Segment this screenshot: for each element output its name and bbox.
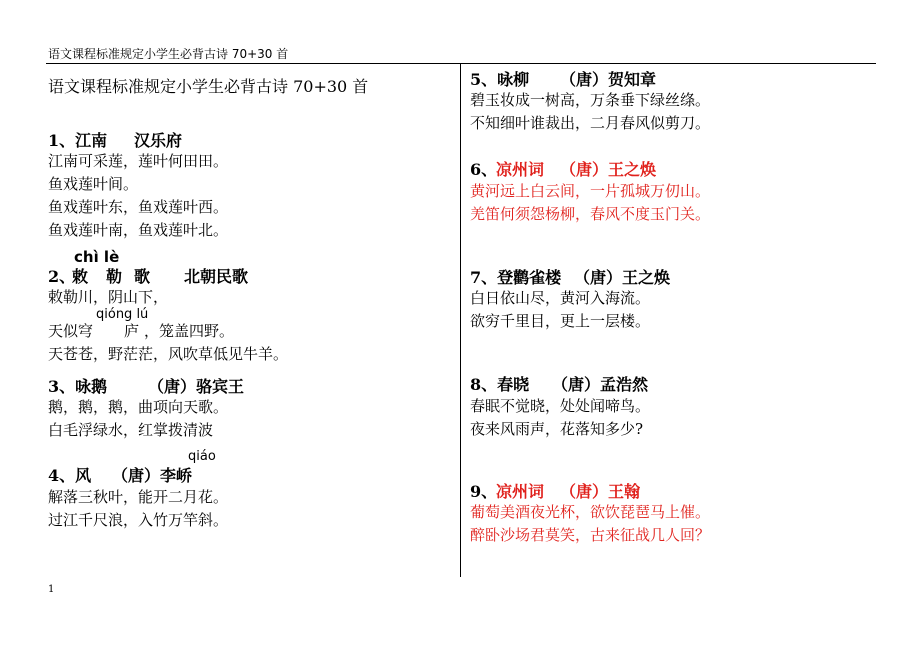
poem-3-line: 鹅，鹅，鹅，曲项向天歌。 <box>48 398 229 416</box>
poem-5-line: 不知细叶谁裁出，二月春风似剪刀。 <box>470 114 711 132</box>
poem-8-line: 夜来风雨声，花落知多少? <box>470 420 644 438</box>
header-rule <box>46 63 876 64</box>
poem-4-title: 4、风 <box>48 466 92 485</box>
poem-6-number: 6、 <box>470 160 498 179</box>
poem-1-author: 汉乐府 <box>134 131 183 150</box>
poem-2-line: 敕勒川，阴山下， <box>48 288 169 306</box>
poem-9-title: 凉州词 <box>496 482 545 501</box>
poem-1-line: 鱼戏莲叶间。 <box>48 175 139 193</box>
poem-5-dynasty: （唐）贺知章 <box>560 70 657 89</box>
poem-2-pinyin-annotation: qióng lú <box>96 307 149 322</box>
page-header: 语文课程标准规定小学生必背古诗 70+30 首 <box>48 47 289 61</box>
column-divider <box>460 63 461 577</box>
poem-9-line: 醉卧沙场君莫笑，古来征战几人回？ <box>470 526 711 544</box>
poem-2-line: 天似穹 <box>48 322 94 340</box>
poem-2-title-char: 敕 <box>72 267 89 286</box>
poem-2-line: 庐 <box>124 322 140 340</box>
poem-1-line: 江南可采莲，莲叶何田田。 <box>48 152 229 170</box>
poem-4-pinyin: qiáo <box>188 449 216 464</box>
poem-4-line: 解落三秋叶，能开二月花。 <box>48 488 229 506</box>
poem-2-title-char: 歌 <box>134 267 151 286</box>
document-title: 语文课程标准规定小学生必背古诗 70+30 首 <box>48 77 369 96</box>
poem-4-dynasty: （唐）李峤 <box>112 466 193 485</box>
poem-7-title: 7、登鹳雀楼 <box>470 268 562 287</box>
poem-2-line: ，笼盖四野。 <box>144 322 235 340</box>
poem-3-dynasty: （唐）骆宾王 <box>148 377 245 396</box>
poem-9-dynasty: （唐）王翰 <box>560 482 641 501</box>
poem-2-number: 2、 <box>48 267 76 286</box>
poem-5-line: 碧玉妆成一树高，万条垂下绿丝绦。 <box>470 91 711 109</box>
poem-4-line: 过江千尺浪，入竹万竿斜。 <box>48 511 229 529</box>
poem-6-line: 黄河远上白云间，一片孤城万仞山。 <box>470 182 711 200</box>
poem-8-title: 8、春晓 <box>470 375 530 394</box>
poem-8-line: 春眠不觉晓，处处闻啼鸟。 <box>470 397 651 415</box>
poem-7-dynasty: （唐）王之焕 <box>574 268 671 287</box>
poem-1-title: 1、江南 <box>48 131 108 150</box>
poem-2-author: 北朝民歌 <box>184 267 249 286</box>
poem-7-line: 白日依山尽，黄河入海流。 <box>470 289 651 307</box>
poem-2-pinyin: chì lè <box>74 248 120 266</box>
poem-6-line: 羌笛何须怨杨柳，春风不度玉门关。 <box>470 205 711 223</box>
poem-2-line: 天苍苍，野茫茫，风吹草低见牛羊。 <box>48 345 289 363</box>
poem-6-title: 凉州词 <box>496 160 545 179</box>
poem-9-number: 9、 <box>470 482 498 501</box>
poem-1-line: 鱼戏莲叶东，鱼戏莲叶西。 <box>48 198 229 216</box>
page-number: 1 <box>48 584 55 595</box>
poem-2-title-char: 勒 <box>106 267 123 286</box>
poem-6-dynasty: （唐）王之焕 <box>560 160 657 179</box>
poem-1-line: 鱼戏莲叶南，鱼戏莲叶北。 <box>48 221 229 239</box>
poem-3-line: 白毛浮绿水，红掌拨清波 <box>48 421 214 439</box>
poem-7-line: 欲穷千里目，更上一层楼。 <box>470 312 651 330</box>
poem-5-title: 5、咏柳 <box>470 70 530 89</box>
poem-9-line: 葡萄美酒夜光杯，欲饮琵琶马上催。 <box>470 503 711 521</box>
poem-3-title: 3、咏鹅 <box>48 377 108 396</box>
poem-8-dynasty: （唐）孟浩然 <box>552 375 649 394</box>
